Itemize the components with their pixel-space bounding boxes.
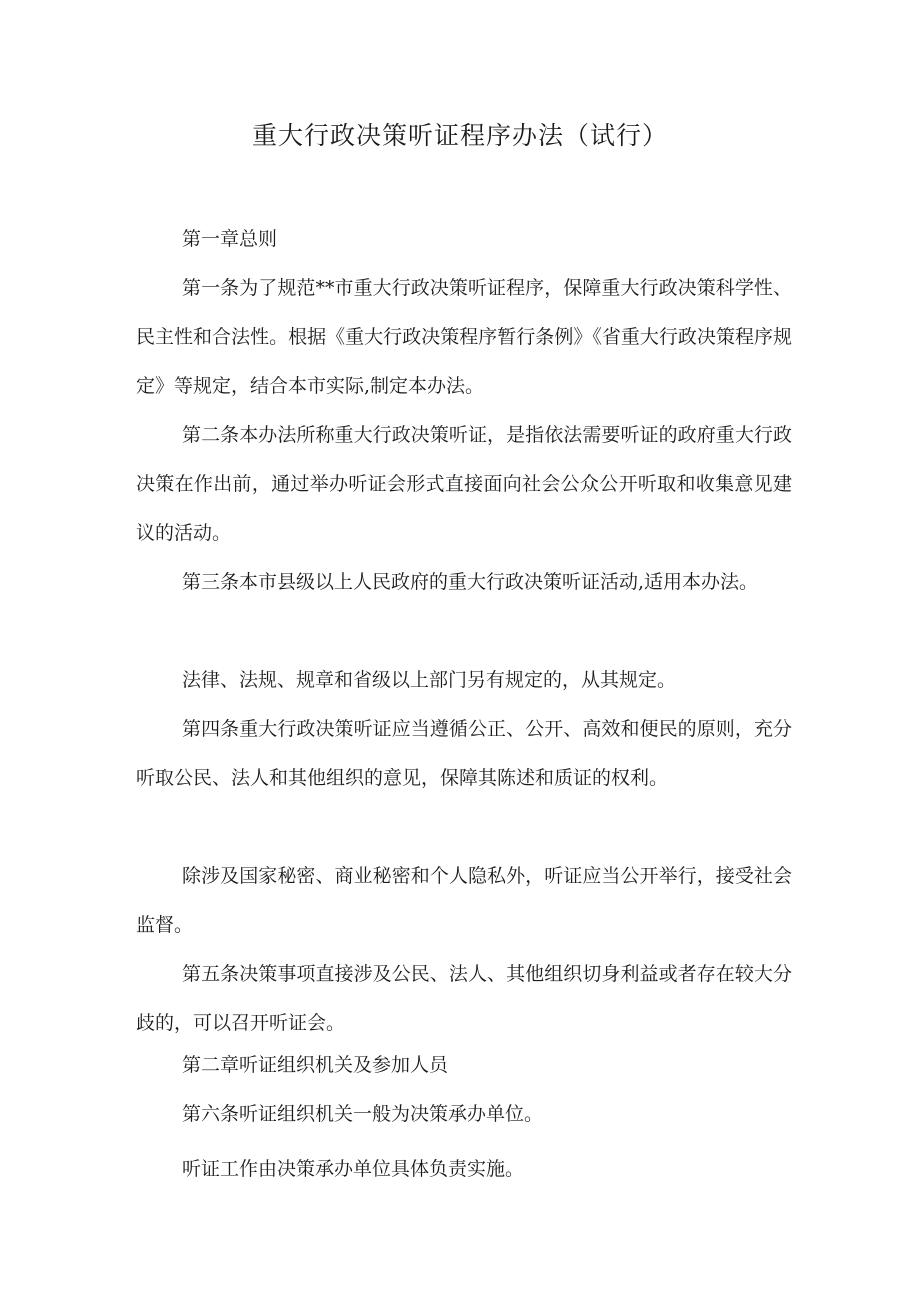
chapter-2-heading: 第二章听证组织机关及参加人员 [182, 1054, 449, 1076]
article-2: 第二条本办法所称重大行政决策听证，是指依法需要听证的政府重大行政决策在作出前，通过举办听证会形式直接面向社会公众公开听取和收集意见建议的活动。 [136, 424, 792, 544]
document-title: 重大行政决策听证程序办法（试行） [251, 121, 668, 150]
article-4-note: 除涉及国家秘密、商业秘密和个人隐私外，听证应当公开举行，接受社会监督。 [136, 865, 792, 936]
article-6-note: 听证工作由决策承办单位具体负责实施。 [182, 1158, 525, 1180]
article-4: 第四条重大行政决策听证应当遵循公正、公开、高效和便民的原则，充分听取公民、法人和其他组织的意见，保障其陈述和质证的权利。 [136, 718, 792, 789]
article-5: 第五条决策事项直接涉及公民、法人、其他组织切身利益或者存在较大分歧的，可以召开听证会。 [136, 963, 792, 1034]
article-3-note: 法律、法规、规章和省级以上部门另有规定的，从其规定。 [182, 669, 677, 691]
chapter-1-heading: 第一章总则 [182, 228, 278, 250]
article-3: 第三条本市县级以上人民政府的重大行政决策听证活动,适用本办法。 [182, 571, 759, 593]
article-6: 第六条听证组织机关一般为决策承办单位。 [182, 1103, 544, 1125]
article-1: 第一条为了规范**市重大行政决策听证程序，保障重大行政决策科学性、民主性和合法性。根据《重大行政决策程序暂行条例》《省重大行政决策程序规定》等规定，结合本市实际,制定本办法。 [136, 277, 792, 397]
